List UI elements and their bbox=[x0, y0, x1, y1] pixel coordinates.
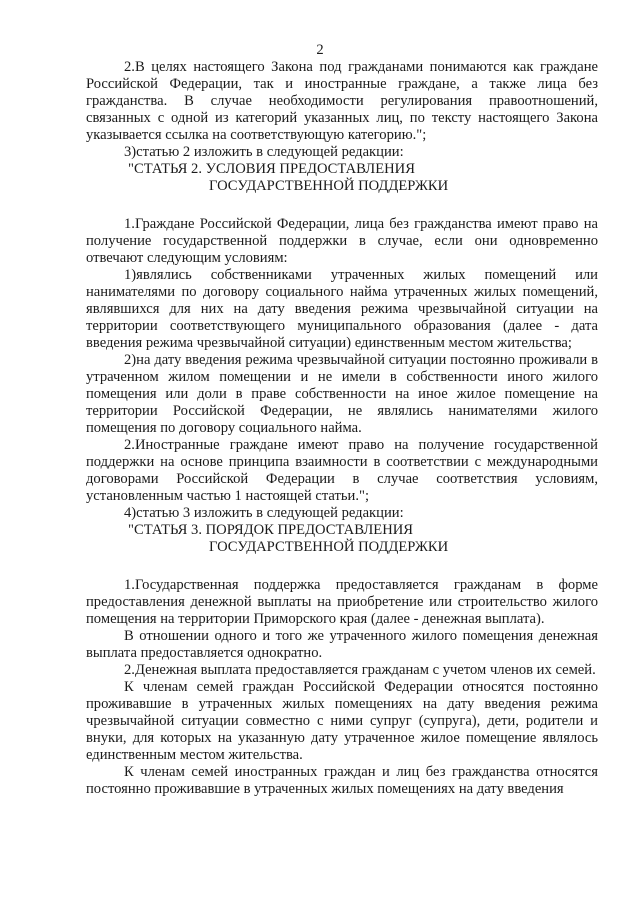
paragraph-one-time-payment: В отношении одного и того же утраченного жилого помещения денежная выплата предоставляется однократно. bbox=[86, 628, 598, 661]
document-body bbox=[86, 59, 598, 798]
article-3-heading bbox=[86, 522, 598, 556]
paragraph-article-2-part-1: 1.Граждане Российской Федерации, лица без гражданства имеют право на получение государственной поддержки в случае, если они одновременно отвечают следующим условиям: bbox=[86, 216, 598, 266]
paragraph-amend-article-3: 4)статью 3 изложить в следующей редакции: bbox=[124, 505, 404, 521]
paragraph-article-2-part-2: 2.Иностранные граждане имеют право на получение государственной поддержки на основе принципа взаимности в соответствии с международными договорами Российской Федерации в случае соответствия условиям, установленным частью 1 настоящей статьи."; bbox=[86, 437, 598, 504]
article-2-heading-line1: "СТАТЬЯ 2. УСЛОВИЯ ПРЕДОСТАВЛЕНИЯ bbox=[128, 161, 415, 177]
paragraph-family-members-foreign: К членам семей иностранных граждан и лиц без гражданства относятся постоянно проживавшие в утраченных жилых помещениях на дату введения bbox=[86, 764, 598, 797]
page-number: 2 bbox=[316, 42, 324, 58]
article-2-heading-line2: ГОСУДАРСТВЕННОЙ ПОДДЕРЖКИ bbox=[209, 178, 449, 194]
paragraph-condition-1: 1)являлись собственниками утраченных жилых помещений или нанимателями по договору социального найма утраченных жилых помещений, являвшихся для них на дату введения режима чрезвычайной ситуации на территории соответствующего муниципального образования (далее - дата введения режима чрезвычайной ситуации) единственным местом жительства; bbox=[86, 267, 598, 351]
paragraph-article-3-part-1: 1.Государственная поддержка предоставляется гражданам в форме предоставления денежной выплаты на приобретение или строительство жилого помещения на территории Приморского края (далее - денежная выплата). bbox=[86, 577, 598, 627]
paragraph-citizens-definition: 2.В целях настоящего Закона под гражданами понимаются как граждане Российской Федерации, так и иностранные граждане, а также лица без гражданства. В случае необходимости регулирования правоотношений, связанных с одной из категорий указанных лиц, по тексту настоящего Закона указывается ссылка на соответствующую категорию."; bbox=[86, 59, 598, 143]
article-3-heading-line1: "СТАТЬЯ 3. ПОРЯДОК ПРЕДОСТАВЛЕНИЯ bbox=[128, 522, 414, 538]
article-3-heading-line2: ГОСУДАРСТВЕННОЙ ПОДДЕРЖКИ bbox=[209, 539, 449, 555]
paragraph-condition-2: 2)на дату введения режима чрезвычайной ситуации постоянно проживали в утраченном жилом помещении и не имели в собственности иного жилого помещения или доли в праве собственности на иное жилое помещение на территории Российской Федерации, не являлись нанимателями жилого помещения по договору социального найма. bbox=[86, 352, 598, 436]
paragraph-article-3-part-2: 2.Денежная выплата предоставляется гражданам с учетом членов их семей. bbox=[124, 662, 596, 678]
paragraph-amend-article-2: 3)статью 2 изложить в следующей редакции: bbox=[124, 144, 404, 160]
paragraph-family-members-rf: К членам семей граждан Российской Федерации относятся постоянно проживавшие в утраченных жилых помещениях на дату введения режима чрезвычайной ситуации совместно с ними супруг (супруга), дети, родители и внуки, для которых на указанную дату утраченное жилое помещение являлось единственным местом жительства. bbox=[86, 679, 598, 763]
article-2-heading bbox=[86, 161, 598, 195]
